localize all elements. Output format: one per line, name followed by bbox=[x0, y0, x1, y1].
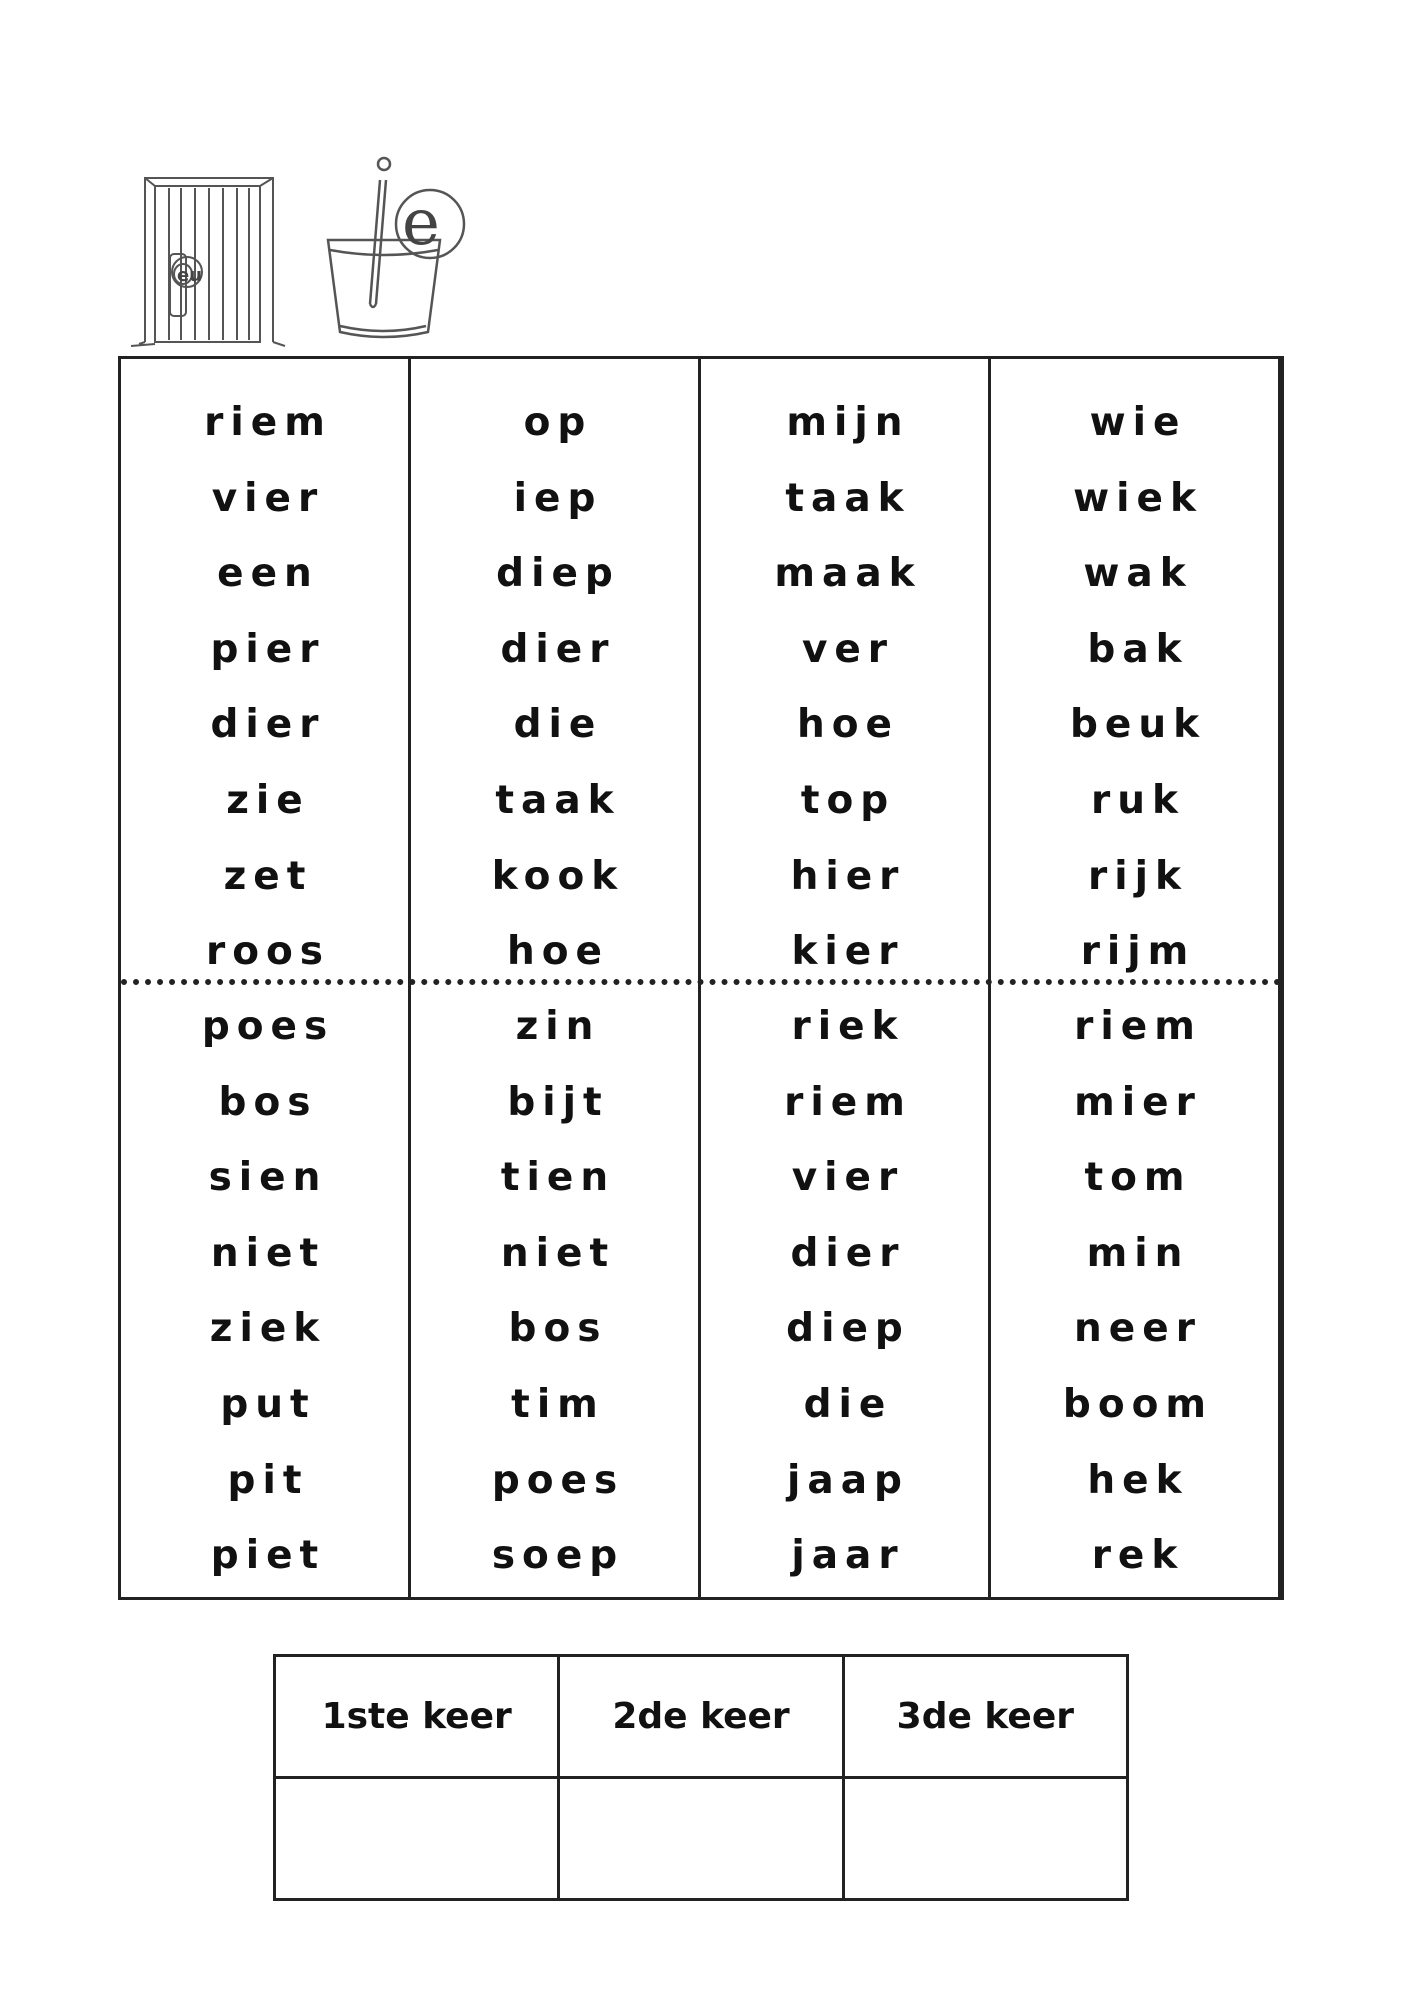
word-list-bottom bbox=[121, 989, 408, 1594]
word: ziek bbox=[209, 1306, 327, 1352]
score-table bbox=[273, 1654, 1129, 1901]
word: put bbox=[220, 1381, 316, 1427]
sound-icons bbox=[125, 150, 485, 350]
word: neer bbox=[1074, 1306, 1202, 1352]
word-list-top bbox=[991, 385, 1278, 990]
word-grid bbox=[118, 356, 1284, 1600]
word: wiek bbox=[1073, 475, 1203, 521]
word: kook bbox=[491, 853, 625, 899]
word: riem bbox=[1074, 1004, 1202, 1049]
score-cell[interactable] bbox=[843, 1778, 1127, 1900]
word: ver bbox=[801, 626, 895, 672]
word: diep bbox=[496, 551, 620, 597]
word-list-bottom bbox=[411, 989, 698, 1594]
word: piet bbox=[210, 1533, 326, 1579]
word: rijk bbox=[1088, 853, 1188, 899]
word: pit bbox=[227, 1457, 309, 1503]
word: jaap bbox=[787, 1457, 909, 1503]
word-column-3 bbox=[701, 359, 991, 1597]
word: een bbox=[217, 551, 319, 597]
word: soep bbox=[491, 1533, 625, 1579]
word-column-4 bbox=[991, 359, 1281, 1597]
word: sien bbox=[208, 1155, 328, 1201]
word: mijn bbox=[786, 400, 910, 445]
word: bak bbox=[1087, 626, 1189, 672]
dotted-divider bbox=[121, 979, 1281, 985]
word: tom bbox=[1084, 1155, 1192, 1201]
door-eu-icon bbox=[125, 160, 300, 350]
word: roos bbox=[205, 929, 331, 975]
score-header: 3de keer bbox=[843, 1656, 1127, 1778]
word: min bbox=[1086, 1230, 1190, 1276]
word: zie bbox=[226, 777, 310, 823]
word-column-1 bbox=[121, 359, 411, 1597]
word: rek bbox=[1091, 1533, 1185, 1579]
word-list-bottom bbox=[701, 989, 988, 1594]
word: niet bbox=[210, 1230, 326, 1276]
word: poes bbox=[201, 1004, 335, 1049]
word: diep bbox=[786, 1306, 910, 1352]
word: taak bbox=[785, 475, 911, 521]
word: top bbox=[800, 777, 896, 823]
word: poes bbox=[491, 1457, 625, 1503]
word: zet bbox=[223, 853, 313, 899]
score-header-row bbox=[275, 1656, 1128, 1778]
score-entry-row bbox=[275, 1778, 1128, 1900]
word: rijm bbox=[1080, 929, 1196, 975]
glass-ie-icon bbox=[320, 150, 470, 350]
word: ruk bbox=[1091, 777, 1185, 823]
score-header: 2de keer bbox=[559, 1656, 843, 1778]
word-list-top bbox=[411, 385, 698, 990]
word-list-top bbox=[121, 385, 408, 990]
word: vier bbox=[791, 1155, 905, 1201]
score-cell[interactable] bbox=[275, 1778, 559, 1900]
word: op bbox=[523, 400, 593, 445]
word-column-2 bbox=[411, 359, 701, 1597]
word: dier bbox=[210, 702, 326, 748]
score-header: 1ste keer bbox=[275, 1656, 559, 1778]
word: taak bbox=[495, 777, 621, 823]
word-list-top bbox=[701, 385, 988, 990]
word: wak bbox=[1083, 551, 1193, 597]
word: jaar bbox=[791, 1533, 905, 1579]
svg-text:e: e bbox=[402, 186, 440, 260]
word: niet bbox=[500, 1230, 616, 1276]
word: dier bbox=[790, 1230, 906, 1276]
word: zin bbox=[515, 1004, 601, 1049]
word: tim bbox=[511, 1381, 605, 1427]
word: vier bbox=[211, 475, 325, 521]
word: pier bbox=[210, 626, 326, 672]
word-list-bottom bbox=[991, 989, 1278, 1594]
word: bos bbox=[218, 1079, 318, 1125]
word: die bbox=[803, 1381, 893, 1427]
svg-text:eu: eu bbox=[177, 265, 203, 286]
word: hoe bbox=[506, 929, 609, 975]
word: tien bbox=[500, 1155, 616, 1201]
word: die bbox=[513, 702, 603, 748]
score-cell[interactable] bbox=[559, 1778, 843, 1900]
word: dier bbox=[500, 626, 616, 672]
word: bos bbox=[508, 1306, 608, 1352]
word: hek bbox=[1087, 1457, 1189, 1503]
word: beuk bbox=[1069, 702, 1207, 748]
word: iep bbox=[513, 475, 603, 521]
word: boom bbox=[1062, 1381, 1214, 1427]
word: maak bbox=[774, 551, 922, 597]
word: hoe bbox=[796, 702, 899, 748]
word: bijt bbox=[507, 1079, 609, 1125]
word: kier bbox=[791, 929, 905, 975]
word: riek bbox=[791, 1004, 905, 1049]
word: riem bbox=[204, 400, 332, 445]
word: mier bbox=[1074, 1079, 1202, 1125]
word: wie bbox=[1089, 400, 1187, 445]
word: riem bbox=[784, 1079, 912, 1125]
word: hier bbox=[790, 853, 906, 899]
